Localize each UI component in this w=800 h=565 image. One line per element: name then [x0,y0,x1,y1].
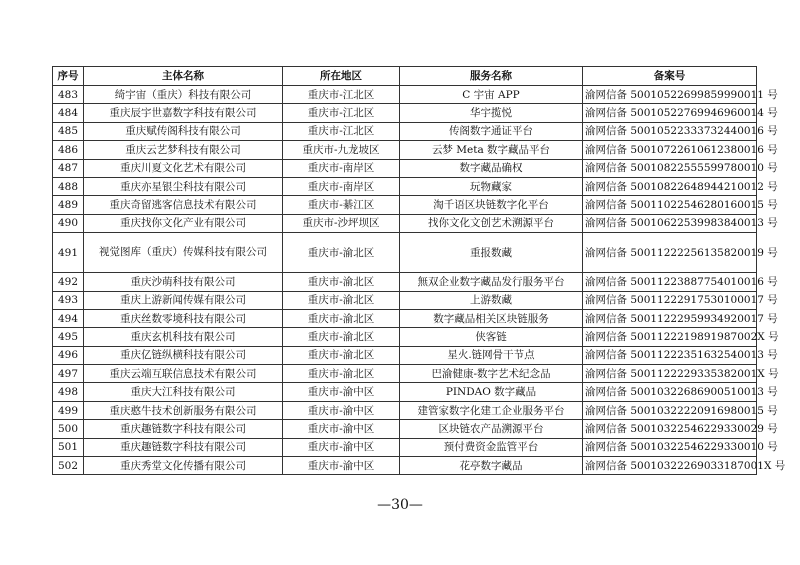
header-entity-name: 主体名称 [84,67,283,86]
cell-index: 490 [53,214,84,232]
cell-entity-name: 重庆大江科技有限公司 [84,383,283,401]
cell-filing-number: 渝网信备 50010322220916980015 号 [583,401,757,419]
page-number: —30— [377,497,423,513]
table-row [53,438,757,456]
cell-entity-name: 重庆趣链数字科技有限公司 [84,438,283,456]
table-row [53,457,757,475]
cell-service-name: 云梦 Meta 数字藏品平台 [400,141,583,159]
cell-index: 491 [53,233,84,273]
header-region: 所在地区 [283,67,400,86]
cell-entity-name: 重庆趣链数字科技有限公司 [84,420,283,438]
table-row [53,273,757,291]
cell-filing-number: 渝网信备 50010522699859990011 号 [583,86,757,104]
table-row [53,291,757,309]
cell-index: 493 [53,291,84,309]
table-row [53,401,757,419]
table-row [53,383,757,401]
cell-service-name: 传阁数字通证平台 [400,122,583,140]
cell-filing-number: 渝网信备 50010722610612380016 号 [583,141,757,159]
cell-region: 重庆市-江北区 [283,86,400,104]
cell-region: 重庆市-渝中区 [283,383,400,401]
cell-index: 486 [53,141,84,159]
cell-index: 483 [53,86,84,104]
cell-entity-name: 重庆云端互联信息技术有限公司 [84,365,283,383]
cell-service-name: 上游数藏 [400,291,583,309]
cell-index: 492 [53,273,84,291]
table-header-row [53,67,757,86]
cell-index: 487 [53,159,84,177]
header-index: 序号 [53,67,84,86]
cell-service-name: 找你文化文创艺术溯源平台 [400,214,583,232]
cell-service-name: 数字藏品相关区块链服务 [400,309,583,327]
cell-filing-number: 渝网信备 50011022546280160015 号 [583,196,757,214]
cell-index: 495 [53,328,84,346]
cell-entity-name: 重庆上游新闻传媒有限公司 [84,291,283,309]
table-row [53,196,757,214]
cell-filing-number: 渝网信备 50010322686900510013 号 [583,383,757,401]
cell-region: 重庆市-江北区 [283,122,400,140]
cell-entity-name: 重庆秀堂文化传播有限公司 [84,457,283,475]
header-service-name: 服务名称 [400,67,583,86]
cell-filing-number: 渝网信备 5001122219891987002X 号 [583,328,757,346]
cell-service-name: 侠客链 [400,328,583,346]
cell-filing-number: 渝网信备 50010522333732440016 号 [583,122,757,140]
cell-region: 重庆市-渝北区 [283,309,400,327]
cell-filing-number: 渝网信备 50011222351632540013 号 [583,346,757,364]
cell-index: 497 [53,365,84,383]
cell-service-name: 花亭数字藏品 [400,457,583,475]
cell-index: 498 [53,383,84,401]
cell-entity-name: 重庆奇留逃客信息技术有限公司 [84,196,283,214]
cell-filing-number: 渝网信备 50010322546229330029 号 [583,420,757,438]
cell-service-name: PINDAO 数字藏品 [400,383,583,401]
cell-region: 重庆市-渝中区 [283,401,400,419]
cell-region: 重庆市-渝北区 [283,291,400,309]
cell-entity-name: 重庆赋传阁科技有限公司 [84,122,283,140]
cell-entity-name: 重庆亿链纵横科技有限公司 [84,346,283,364]
cell-service-name: C 宇宙 APP [400,86,583,104]
cell-entity-name: 重庆找你文化产业有限公司 [84,214,283,232]
cell-service-name: 建管家数字化建工企业服务平台 [400,401,583,419]
cell-filing-number: 渝网信备 5001032226903318700​1X 号 [583,457,757,475]
cell-filing-number: 渝网信备 50011223887754010016 号 [583,273,757,291]
cell-index: 488 [53,177,84,195]
cell-region: 重庆市-沙坪坝区 [283,214,400,232]
cell-filing-number: 渝网信备 50010322546229330010 号 [583,438,757,456]
table-row [53,159,757,177]
table-row [53,328,757,346]
cell-service-name: 星火.链网骨干节点 [400,346,583,364]
cell-entity-name: 重庆丝数零境科技有限公司 [84,309,283,327]
cell-service-name: 数字藏品确权 [400,159,583,177]
filing-table [52,66,786,475]
cell-region: 重庆市-渝中区 [283,420,400,438]
cell-region: 重庆市-渝中区 [283,438,400,456]
cell-entity-name: 重庆辰宇世嘉数字科技有限公司 [84,104,283,122]
table-row [53,233,757,273]
cell-filing-number: 渝网信备 50010622539983840013 号 [583,214,757,232]
cell-index: 494 [53,309,84,327]
table-row [53,346,757,364]
cell-region: 重庆市-南岸区 [283,177,400,195]
cell-region: 重庆市-渝北区 [283,365,400,383]
cell-filing-number: 渝网信备 50011222959934920017 号 [583,309,757,327]
table-row [53,104,757,122]
cell-entity-name: 重庆川夏文化艺术有限公司 [84,159,283,177]
cell-region: 重庆市-南岸区 [283,159,400,177]
table-row [53,141,757,159]
table-row [53,309,757,327]
cell-index: 489 [53,196,84,214]
cell-index: 496 [53,346,84,364]
cell-region: 重庆市-渝中区 [283,457,400,475]
cell-index: 500 [53,420,84,438]
cell-region: 重庆市-九龙坡区 [283,141,400,159]
cell-service-name: 华宇揽悦 [400,104,583,122]
table-row [53,177,757,195]
cell-entity-name: 绮宇宙（重庆）科技有限公司 [84,86,283,104]
cell-entity-name: 重庆云艺梦科技有限公司 [84,141,283,159]
table-row [53,86,757,104]
cell-service-name: 玩物藏家 [400,177,583,195]
cell-entity-name: 重庆亦星银尘科技有限公司 [84,177,283,195]
cell-filing-number: 渝网信备 50011222256135820019 号 [583,233,757,273]
cell-index: 484 [53,104,84,122]
table-row [53,420,757,438]
cell-index: 485 [53,122,84,140]
table-row [53,365,757,383]
cell-filing-number: 渝网信备 50010822648944210012 号 [583,177,757,195]
table-row [53,122,757,140]
cell-entity-name: 重庆憨牛技术创新服务有限公司 [84,401,283,419]
cell-region: 重庆市-渝北区 [283,346,400,364]
cell-entity-name: 视觉图库（重庆）传媒科技有限公司 [84,233,283,273]
cell-region: 重庆市-江北区 [283,104,400,122]
cell-entity-name: 重庆玄机科技有限公司 [84,328,283,346]
cell-entity-name: 重庆沙萌科技有限公司 [84,273,283,291]
cell-region: 重庆市-綦江区 [283,196,400,214]
cell-service-name: 無双企业数字藏品发行服务平台 [400,273,583,291]
cell-filing-number: 渝网信备 50010522769946960014 号 [583,104,757,122]
cell-service-name: 重报数藏 [400,233,583,273]
cell-service-name: 巴渝健康-数字艺术纪念品 [400,365,583,383]
cell-filing-number: 渝网信备 50011222917530100017 号 [583,291,757,309]
cell-region: 重庆市-渝北区 [283,328,400,346]
cell-service-name: 预付费资金监管平台 [400,438,583,456]
table-row [53,214,757,232]
header-filing-number: 备案号 [583,67,757,86]
cell-index: 502 [53,457,84,475]
cell-service-name: 淘千语区块链数字化平台 [400,196,583,214]
cell-filing-number: 渝网信备 50010822555599780010 号 [583,159,757,177]
cell-index: 501 [53,438,84,456]
cell-index: 499 [53,401,84,419]
cell-region: 重庆市-渝北区 [283,233,400,273]
cell-region: 重庆市-渝北区 [283,273,400,291]
cell-filing-number: 渝网信备 5001122229335382001X 号 [583,365,757,383]
cell-service-name: 区块链农产品溯源平台 [400,420,583,438]
